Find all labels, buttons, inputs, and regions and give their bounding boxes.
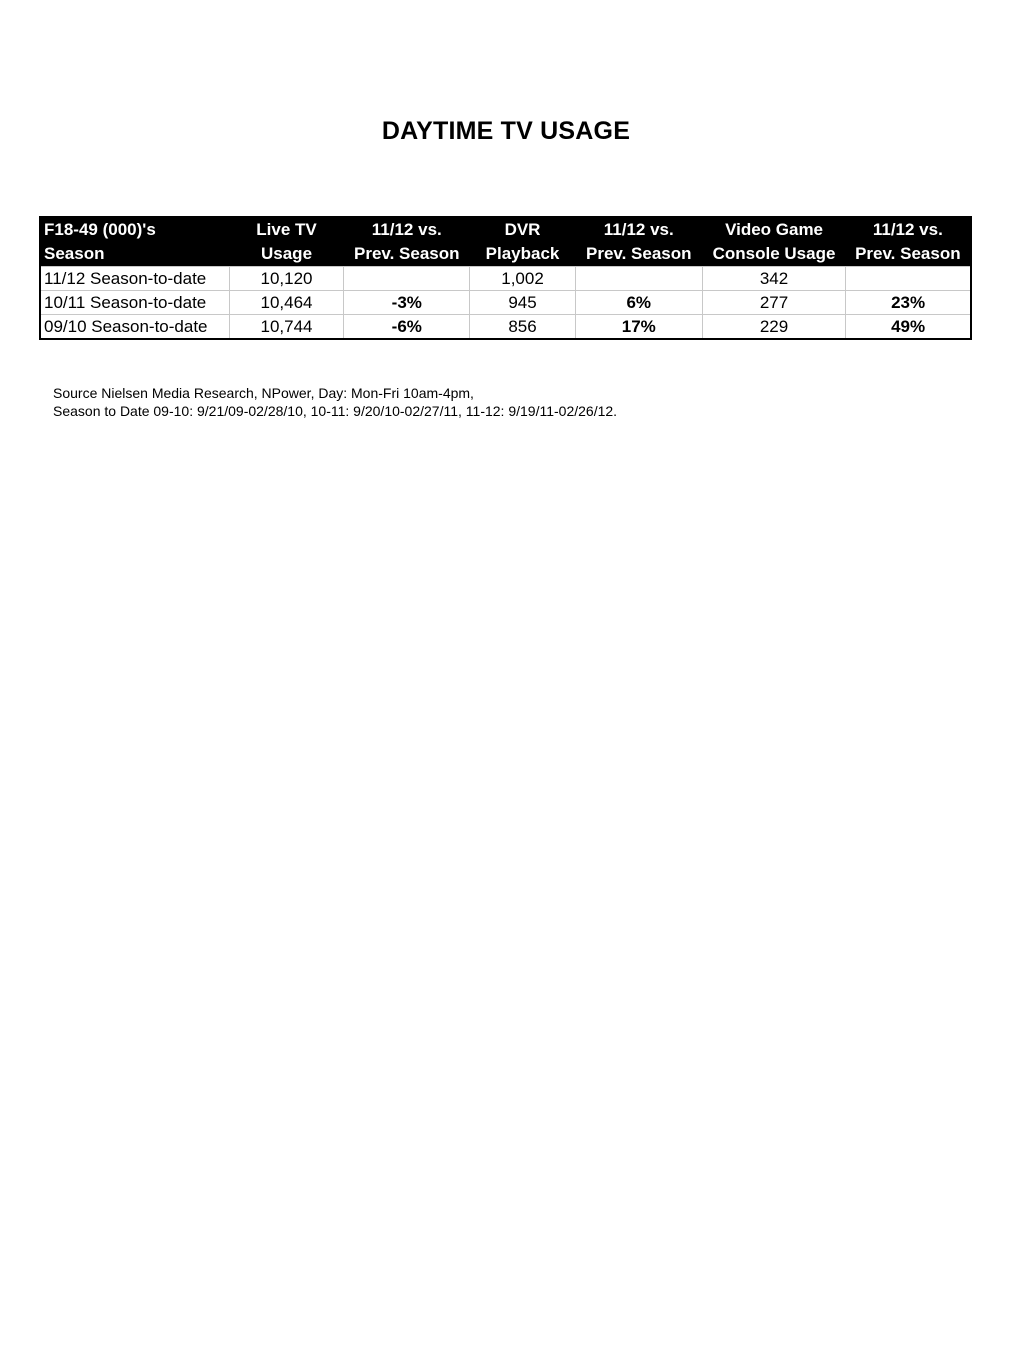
header-dvr-vs-line1: 11/12 vs. xyxy=(603,220,674,239)
cell-dvr-vs-prev xyxy=(575,267,702,291)
cell-dvr-vs-prev: 17% xyxy=(575,315,702,340)
header-live-tv-line1: Live TV xyxy=(256,220,317,239)
header-season-line1: F18-49 (000)'s xyxy=(44,220,156,239)
source-note-line2: Season to Date 09-10: 9/21/09-02/28/10, 10-11: 9/20/10-02/27/11, 11-12: 9/19/11-02/26/12. xyxy=(53,403,618,419)
cell-dvr-playback: 856 xyxy=(470,315,575,340)
cell-video-game-usage: 277 xyxy=(702,291,845,315)
header-live-tv-vs-line1: 11/12 vs. xyxy=(371,220,442,239)
header-dvr-line2: Playback xyxy=(485,244,560,263)
cell-video-game-vs-prev: 23% xyxy=(846,291,971,315)
header-video-game-vs-prev xyxy=(846,217,971,267)
cell-video-game-vs-prev: 49% xyxy=(846,315,971,340)
header-video-game-vs-line2: Prev. Season xyxy=(855,244,961,263)
cell-live-tv-vs-prev xyxy=(344,267,470,291)
header-video-game-line2: Console Usage xyxy=(712,244,836,263)
header-video-game-vs-line1: 11/12 vs. xyxy=(872,220,943,239)
cell-live-tv-usage: 10,120 xyxy=(229,267,343,291)
header-dvr-vs-line2: Prev. Season xyxy=(585,244,692,263)
source-note xyxy=(53,384,617,420)
cell-dvr-vs-prev: 6% xyxy=(575,291,702,315)
header-live-tv-vs-line2: Prev. Season xyxy=(354,244,460,263)
header-season xyxy=(40,217,229,267)
header-live-tv-vs-prev xyxy=(344,217,470,267)
daytime-tv-usage-table xyxy=(39,216,972,340)
table-row xyxy=(40,267,971,291)
cell-live-tv-vs-prev: -3% xyxy=(344,291,470,315)
cell-season: 11/12 Season-to-date xyxy=(40,267,229,291)
table-row xyxy=(40,315,971,340)
cell-live-tv-usage: 10,464 xyxy=(229,291,343,315)
header-live-tv-line2: Usage xyxy=(261,244,313,263)
cell-dvr-playback: 945 xyxy=(470,291,575,315)
header-dvr-line1: DVR xyxy=(504,220,541,239)
cell-video-game-usage: 229 xyxy=(702,315,845,340)
cell-video-game-usage: 342 xyxy=(702,267,845,291)
header-video-game-line1: Video Game xyxy=(725,220,824,239)
header-live-tv-usage xyxy=(229,217,343,267)
table-header-row xyxy=(40,217,971,267)
cell-live-tv-usage: 10,744 xyxy=(229,315,343,340)
cell-season: 09/10 Season-to-date xyxy=(40,315,229,340)
cell-dvr-playback: 1,002 xyxy=(470,267,575,291)
cell-live-tv-vs-prev: -6% xyxy=(344,315,470,340)
cell-season: 10/11 Season-to-date xyxy=(40,291,229,315)
header-season-line2: Season xyxy=(44,244,105,263)
header-dvr-vs-prev xyxy=(575,217,702,267)
table-row xyxy=(40,291,971,315)
source-note-line1: Source Nielsen Media Research, NPower, Day: Mon-Fri 10am-4pm, xyxy=(53,385,474,401)
header-video-game-console-usage xyxy=(702,217,845,267)
cell-video-game-vs-prev xyxy=(846,267,971,291)
page-title: DAYTIME TV USAGE xyxy=(381,116,631,145)
header-dvr-playback xyxy=(470,217,575,267)
